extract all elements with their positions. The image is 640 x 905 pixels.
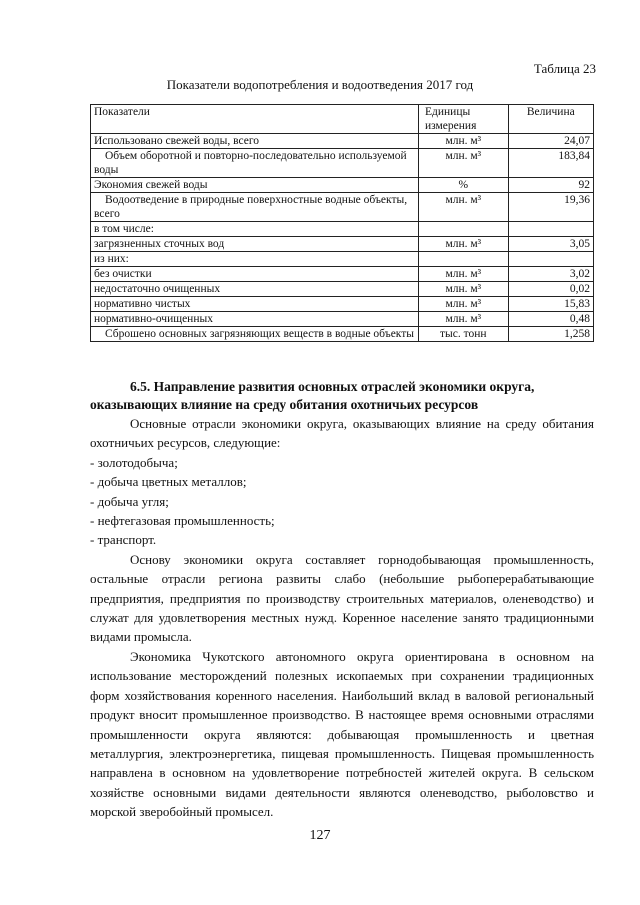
table-header-row — [91, 105, 594, 134]
list-item: - золотодобыча; — [90, 454, 178, 470]
row-unit: млн. м³ — [418, 297, 508, 312]
row-name-text: Водоотведение в природные поверхностные водные объекты, всего — [94, 194, 408, 220]
table-row — [91, 282, 594, 297]
list-item: - добыча угля; — [90, 493, 169, 509]
table-row — [91, 178, 594, 193]
row-unit: % — [418, 178, 508, 193]
row-value: 0,48 — [508, 312, 593, 327]
table-label: Таблица 23 — [533, 61, 596, 76]
row-unit: тыс. тонн — [418, 327, 508, 342]
header-indicators: Показатели — [91, 105, 419, 134]
row-name: Экономия свежей воды — [91, 178, 419, 193]
row-unit: млн. м³ — [418, 149, 508, 178]
table-row — [91, 193, 594, 222]
row-unit: млн. м³ — [418, 312, 508, 327]
paragraph: Основу экономики округа составляет горнодобывающая промышленность, остальные отрасли региона развиты слабо (небольшие рыбоперерабатывающие предприятия, предприятия по производству строительных материалов, оленеводство) и служат для удовлетворения местных нужд. Коренное население занято традиционными видами промысла. — [90, 551, 594, 645]
row-value: 1,258 — [508, 327, 593, 342]
table-row — [91, 149, 594, 178]
table-row — [91, 237, 594, 252]
row-name: недостаточно очищенных — [91, 282, 419, 297]
row-value: 3,05 — [508, 237, 593, 252]
table-row — [91, 267, 594, 282]
row-name — [91, 193, 419, 222]
row-name-text: Сброшено основных загрязняющих веществ в водные объекты — [105, 328, 414, 340]
row-unit: млн. м³ — [418, 237, 508, 252]
water-usage-table — [90, 104, 594, 342]
row-value: 24,07 — [508, 134, 593, 149]
row-unit: млн. м³ — [418, 267, 508, 282]
row-unit: млн. м³ — [418, 193, 508, 222]
row-name: нормативно-очищенных — [91, 312, 419, 327]
row-value: 0,02 — [508, 282, 593, 297]
row-unit: млн. м³ — [418, 282, 508, 297]
row-value: 19,36 — [508, 193, 593, 222]
row-name: из них: — [91, 252, 419, 267]
row-name: без очистки — [91, 267, 419, 282]
section-body — [90, 414, 594, 822]
row-name — [91, 149, 419, 178]
table-row — [91, 297, 594, 312]
header-value: Величина — [508, 105, 593, 134]
row-value — [508, 222, 593, 237]
row-name — [91, 327, 419, 342]
list-item: - добыча цветных металлов; — [90, 474, 247, 490]
section-title: 6.5. Направление развития основных отраслей экономики округа, оказывающих влияние на среду обитания охотничьих ресурсов — [90, 379, 535, 412]
row-value: 92 — [508, 178, 593, 193]
section-intro: Основные отрасли экономики округа, оказывающих влияние на среду обитания охотничьих ресурсов, следующие: — [90, 416, 594, 451]
row-value: 183,84 — [508, 149, 593, 178]
row-value — [508, 252, 593, 267]
table-row — [91, 252, 594, 267]
row-unit — [418, 222, 508, 237]
row-name: Использовано свежей воды, всего — [91, 134, 419, 149]
table-row — [91, 327, 594, 342]
row-unit — [418, 252, 508, 267]
row-name: загрязненных сточных вод — [91, 237, 419, 252]
row-value: 15,83 — [508, 297, 593, 312]
table-row — [91, 222, 594, 237]
paragraph: Экономика Чукотского автономного округа ориентирована в основном на использование месторождений полезных ископаемых при сохранении традиционных форм хозяйствования коренного населения. Наибольший вклад в валовой региональный продукт вносит промышленное производство. В настоящее время основными отраслями промышленности округа являются: добывающая промышленность и цветная металлургия, электроэнергетика, пищевая промышленность. Пищевая промышленность направлена в основном на удовлетворение потребностей жителей округа. В сельском хозяйстве основными видами деятельности являются оленеводство, рыболовство и морской зверобойный промысел. — [90, 648, 594, 820]
row-name-text: Объем оборотной и повторно-последовательно используемой воды — [94, 150, 407, 176]
table-title: Показатели водопотребления и водоотведения 2017 год — [166, 77, 474, 92]
table-row — [91, 134, 594, 149]
header-units: Единицы измерения — [418, 105, 508, 134]
list-item: - транспорт. — [90, 532, 157, 548]
row-name: нормативно чистых — [91, 297, 419, 312]
row-name: в том числе: — [91, 222, 419, 237]
row-unit: млн. м³ — [418, 134, 508, 149]
page-number: 127 — [309, 828, 331, 843]
row-value: 3,02 — [508, 267, 593, 282]
list-item: - нефтегазовая промышленность; — [90, 513, 275, 529]
table-row — [91, 312, 594, 327]
